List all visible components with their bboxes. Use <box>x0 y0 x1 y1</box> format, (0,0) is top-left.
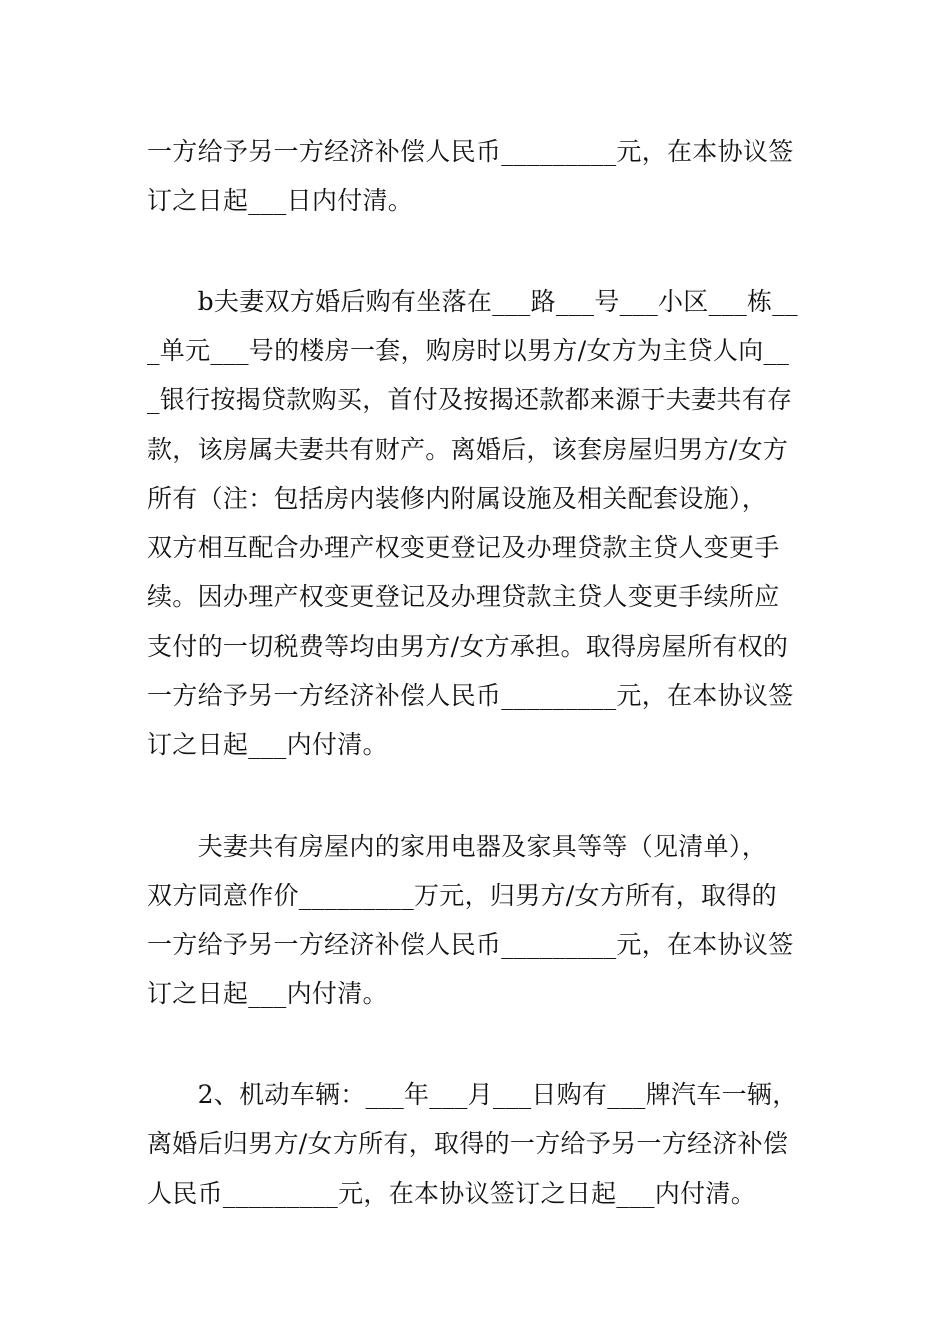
paragraph-2-line-4: 款，该房属夫妻共有财产。离婚后，该套房屋归男方/女方 <box>147 435 789 464</box>
paragraph-3-line-1: 夫妻共有房屋内的家用电器及家具等等（见清单）， <box>147 832 768 861</box>
paragraph-3-line-2: 双方同意作价_________万元，归男方/女方所有，取得的 <box>147 881 777 910</box>
paragraph-2-line-2: _单元___号的楼房一套，购房时以男方/女方为主贷人向__ <box>147 336 790 365</box>
paragraph-2-line-8: 支付的一切税费等均由男方/女方承担。取得房屋所有权的 <box>147 632 789 661</box>
paragraph-2-line-1: b夫妻双方婚后购有坐落在___路___号___小区___栋__ <box>147 287 798 316</box>
paragraph-4-line-2: 离婚后归男方/女方所有，取得的一方给予另一方经济补偿 <box>147 1129 789 1158</box>
paragraph-2-line-5: 所有（注：包括房内装修内附属设施及相关配套设施）， <box>147 484 768 513</box>
paragraph-1-line-2: 订之日起___日内付清。 <box>147 186 414 215</box>
paragraph-2-line-7: 续。因办理产权变更登记及办理贷款主贷人变更手续所应 <box>147 582 780 611</box>
paragraph-4-line-3: 人民币_________元，在本协议签订之日起___内付清。 <box>147 1179 757 1208</box>
paragraph-3-line-3: 一方给予另一方经济补偿人民币_________元，在本协议签 <box>147 930 794 959</box>
paragraph-2-line-3: _银行按揭贷款购买，首付及按揭还款都来源于夫妻共有存 <box>147 385 793 414</box>
paragraph-2-line-6: 双方相互配合办理产权变更登记及办理贷款主贷人变更手 <box>147 533 780 562</box>
paragraph-1-line-1: 一方给予另一方经济补偿人民币_________元，在本协议签 <box>147 137 794 166</box>
paragraph-2-line-9: 一方给予另一方经济补偿人民币_________元，在本协议签 <box>147 681 794 710</box>
paragraph-3-line-4: 订之日起___内付清。 <box>147 979 388 1008</box>
paragraph-2-line-10: 订之日起___内付清。 <box>147 730 388 759</box>
paragraph-4-line-1: 2、机动车辆：___年___月___日购有___牌汽车一辆， <box>147 1080 798 1109</box>
